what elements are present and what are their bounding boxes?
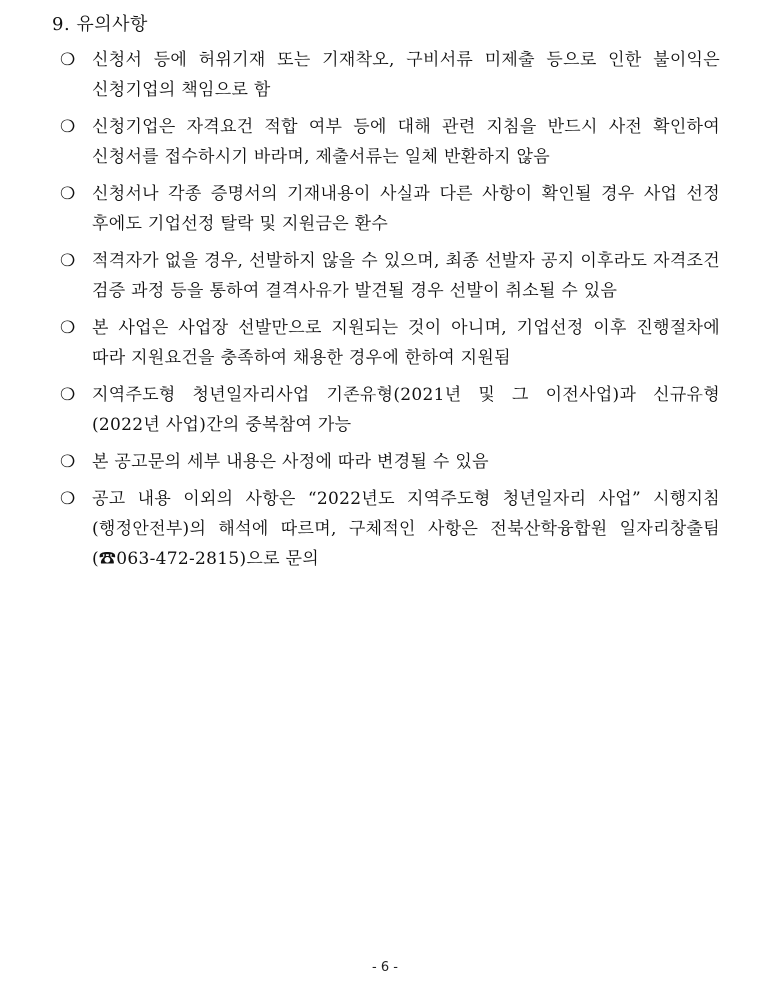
notice-item (60, 447, 720, 477)
circle-bullet-icon: ❍ (60, 117, 76, 137)
section-title: 9. 유의사항 (52, 14, 148, 35)
notice-item (60, 380, 720, 440)
circle-bullet-icon: ❍ (60, 318, 76, 338)
notice-item (60, 112, 720, 172)
notice-list (60, 45, 720, 581)
circle-bullet-icon: ❍ (60, 489, 76, 509)
notice-text: 지역주도형 청년일자리사업 기존유형(2021년 및 그 이전사업)과 신규유형(2022년 사업)간의 중복참여 가능 (92, 385, 720, 435)
notice-item (60, 484, 720, 574)
notice-item (60, 179, 720, 239)
notice-text: 본 사업은 사업장 선발만으로 지원되는 것이 아니며, 기업선정 이후 진행절차에 따라 지원요건을 충족하여 채용한 경우에 한하여 지원됨 (92, 318, 720, 368)
circle-bullet-icon: ❍ (60, 184, 76, 204)
circle-bullet-icon: ❍ (60, 385, 76, 405)
notice-item (60, 246, 720, 306)
notice-item (60, 313, 720, 373)
page-number: - 6 - (372, 960, 398, 975)
notice-text: 본 공고문의 세부 내용은 사정에 따라 변경될 수 있음 (92, 452, 489, 472)
notice-text: 공고 내용 이외의 사항은 “2022년도 지역주도형 청년일자리 사업” 시행지침(행정안전부)의 해석에 따르며, 구체적인 사항은 전북산학융합원 일자리창출팀(☎063-472-2815)으로 문의 (92, 489, 720, 569)
notice-item (60, 45, 720, 105)
circle-bullet-icon: ❍ (60, 251, 76, 271)
notice-text: 적격자가 없을 경우, 선발하지 않을 수 있으며, 최종 선발자 공지 이후라도 자격조건 검증 과정 등을 통하여 결격사유가 발견될 경우 선발이 취소될 수 있음 (92, 251, 720, 301)
notice-text: 신청서나 각종 증명서의 기재내용이 사실과 다른 사항이 확인될 경우 사업 선정 후에도 기업선정 탈락 및 지원금은 환수 (92, 184, 720, 234)
circle-bullet-icon: ❍ (60, 452, 76, 472)
notice-text: 신청서 등에 허위기재 또는 기재착오, 구비서류 미제출 등으로 인한 불이익은 신청기업의 책임으로 함 (92, 50, 720, 100)
circle-bullet-icon: ❍ (60, 50, 76, 70)
notice-text: 신청기업은 자격요건 적합 여부 등에 대해 관련 지침을 반드시 사전 확인하여 신청서를 접수하시기 바라며, 제출서류는 일체 반환하지 않음 (92, 117, 720, 167)
